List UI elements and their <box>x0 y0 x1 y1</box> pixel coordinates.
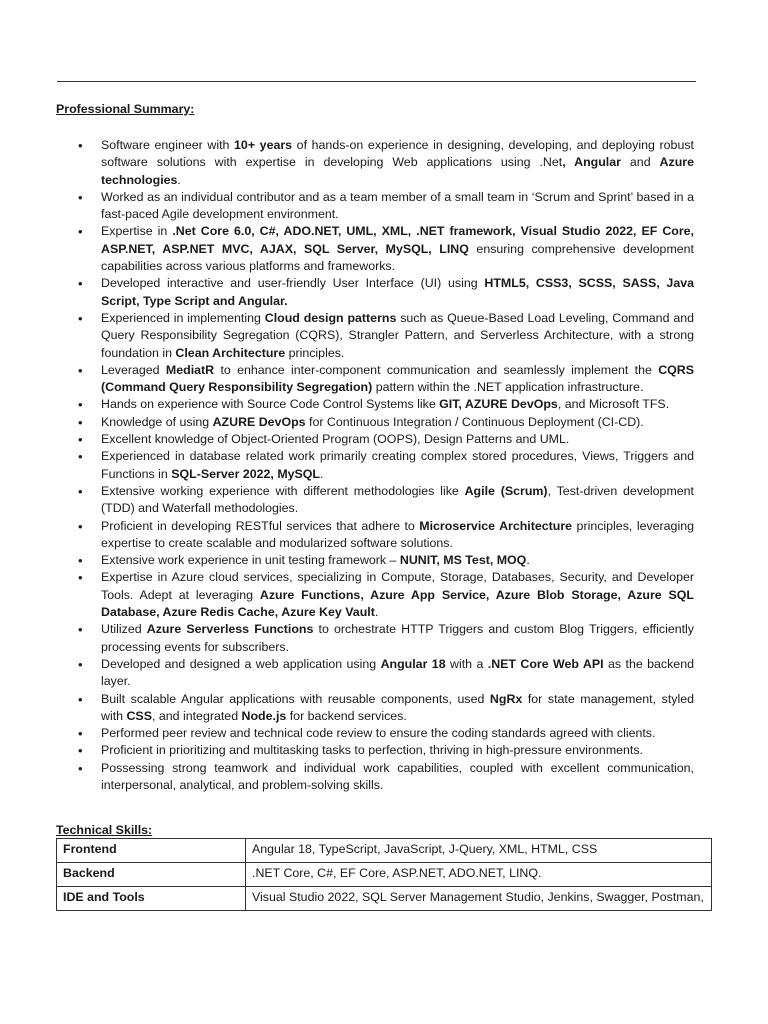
bullet-icon: • <box>78 189 83 205</box>
bullet-icon: • <box>78 362 83 378</box>
bullet-text-bold: NgRx <box>489 691 523 706</box>
summary-bullet <box>78 569 694 621</box>
bullet-text-bold: .NET Core Web API <box>487 656 604 671</box>
bullet-text-bold: CQRS (Command Query Responsibility Segregation) <box>101 362 694 395</box>
summary-bullet <box>78 621 694 656</box>
bullet-text-bold: Clean Architecture <box>175 345 286 360</box>
bullet-text: Possessing strong teamwork and individual work capabilities, coupled with excellent communication, interpersonal, analytical, and problem-solving skills. <box>101 760 694 792</box>
skills-row-ide-tools <box>57 887 712 911</box>
bullet-text: Developed interactive and user-friendly User Interface (UI) using <box>101 276 485 291</box>
summary-bullet <box>78 448 694 483</box>
summary-bullet <box>78 310 694 362</box>
bullet-icon: • <box>78 276 83 292</box>
summary-bullet <box>78 431 694 448</box>
bullet-text-bold: GIT, AZURE DevOps <box>439 397 558 412</box>
bullet-text: , Test-driven development (TDD) and Waterfall methodologies. <box>101 483 694 516</box>
bullet-text: for state management, styled with <box>101 691 694 723</box>
bullet-icon: • <box>78 449 83 465</box>
bullet-icon: • <box>78 310 83 326</box>
bullet-text: Leveraged <box>101 362 166 377</box>
bullet-text: Excellent knowledge of Object-Oriented Program (OOPS), Design Patterns and UML. <box>101 432 570 447</box>
bullet-icon: • <box>78 553 83 569</box>
professional-summary-heading: Professional Summary: <box>56 102 195 116</box>
bullet-icon: • <box>78 760 83 776</box>
bullet-text-bold: .Net Core 6.0, C#, ADO.NET, UML, XML, .NET framework, Visual Studio 2022, EF Core, ASP.NET, ASP.NET MVC, AJAX, SQL Server, MySQL, LINQ <box>101 224 694 256</box>
bullet-text: and <box>620 155 660 170</box>
summary-bullet <box>78 656 694 691</box>
bullet-icon: • <box>78 414 83 430</box>
bullet-text: Worked as an individual contributor and as a team member of a small team in ‘Scrum and Sprint’ based in a fast-paced Agile development environment. <box>101 189 694 222</box>
bullet-text: . <box>177 172 181 187</box>
bullet-text: Knowledge of using <box>101 414 213 429</box>
skills-value: Visual Studio 2022, SQL Server Management Studio, Jenkins, Swagger, Postman, <box>246 887 712 911</box>
bullet-text: Proficient in prioritizing and multitasking tasks to perfection, thriving in high-pressure environments. <box>101 743 643 758</box>
bullet-text: . <box>526 553 530 568</box>
bullet-text: Experienced in implementing <box>101 310 265 325</box>
summary-bullet <box>78 742 694 759</box>
technical-skills-heading: Technical Skills: <box>56 823 153 837</box>
bullet-text: . <box>374 605 379 620</box>
summary-bullet <box>78 760 694 795</box>
bullet-text: principles. <box>285 345 345 360</box>
technical-skills-table <box>56 838 712 911</box>
bullet-text: , and integrated <box>151 708 242 723</box>
summary-bullet <box>78 189 694 224</box>
bullet-text-bold: NUNIT, MS Test, MOQ <box>399 553 527 568</box>
bullet-text: Proficient in developing RESTful services that adhere to <box>101 518 420 533</box>
bullet-text-bold: Azure Functions, Azure App Service, Azure Blob Storage, Azure SQL Database, Azure Redis Cache, Azure Key Vault <box>101 587 694 620</box>
bullet-icon: • <box>78 138 83 153</box>
summary-bullet <box>78 223 694 275</box>
bullet-text-bold: Azure technologies <box>101 155 694 187</box>
bullet-text-bold: SQL-Server 2022, MySQL <box>171 466 321 481</box>
bullet-text: . <box>320 466 324 481</box>
bullet-text-bold: , Angular <box>562 155 621 170</box>
bullet-text-bold: HTML5, CSS3, SCSS, SASS, Java Script, Type Script and Angular. <box>101 276 694 308</box>
bullet-text: pattern within the .NET application infrastructure. <box>372 380 644 395</box>
bullet-icon: • <box>78 656 83 672</box>
skills-category: Backend <box>57 863 246 887</box>
bullet-text: to orchestrate HTTP Triggers and custom Blog Triggers, efficiently processing events for subscribers. <box>101 622 694 654</box>
skills-category: Frontend <box>57 839 246 863</box>
bullet-icon: • <box>78 726 83 742</box>
bullet-text-bold: CSS <box>126 708 152 723</box>
bullet-text-bold: Node.js <box>241 708 287 723</box>
skills-row-backend <box>57 863 712 887</box>
bullet-text: to enhance inter-component communication and seamlessly implement the <box>214 362 659 377</box>
bullet-text: Extensive work experience in unit testing framework – <box>101 553 400 568</box>
bullet-text: for Continuous Integration / Continuous Deployment (CI-CD). <box>305 414 644 429</box>
bullet-text: Expertise in <box>101 224 173 239</box>
summary-bullet <box>78 137 694 189</box>
skills-category: IDE and Tools <box>57 887 246 911</box>
bullet-text: Extensive working experience with different methodologies like <box>101 483 465 498</box>
skills-value: .NET Core, C#, EF Core, ASP.NET, ADO.NET, LINQ. <box>246 863 712 887</box>
bullet-text: for backend services. <box>286 708 407 723</box>
bullet-icon: • <box>78 397 83 413</box>
bullet-text: as the backend layer. <box>101 656 694 689</box>
bullet-text: Software engineer with <box>101 138 235 152</box>
bullet-icon: • <box>78 224 83 240</box>
bullet-text-bold: 10+ years <box>234 138 293 152</box>
bullet-text-bold: MediatR <box>165 362 215 377</box>
bullet-text: Experienced in database related work primarily creating complex stored procedures, Views, Triggers and Functions in <box>101 449 694 481</box>
summary-bullet <box>78 275 694 310</box>
summary-bullet <box>78 396 694 413</box>
bullet-icon: • <box>78 483 83 499</box>
bullet-text: with a <box>445 656 488 671</box>
bullet-text: such as Queue-Based Load Leveling, Command and Query Responsibility Segregation (CQRS), Strangler Pattern, and Serverless Architecture, with a strong foundation in <box>101 310 694 360</box>
bullet-text: Built scalable Angular applications with reusable components, used <box>101 691 490 706</box>
summary-bullet <box>78 362 694 397</box>
bullet-icon: • <box>78 570 83 586</box>
bullet-icon: • <box>78 518 83 534</box>
bullet-text: principles, leveraging expertise to create scalable and modularized software solutions. <box>101 518 694 550</box>
bullet-text: of hands-on experience in designing, developing, and deploying robust software solutions with expertise in developing Web applications using .Net <box>101 138 694 170</box>
bullet-icon: • <box>78 622 83 638</box>
bullet-icon: • <box>78 432 83 448</box>
bullet-text-bold: Azure Serverless Functions <box>146 622 314 637</box>
bullet-text: Developed and designed a web application using <box>101 656 381 671</box>
bullet-icon: • <box>78 691 83 707</box>
bullet-text-bold: Microservice Architecture <box>419 518 573 533</box>
skills-value: Angular 18, TypeScript, JavaScript, J-Query, XML, HTML, CSS <box>246 839 712 863</box>
summary-bullet <box>78 483 694 518</box>
summary-bullet <box>78 552 694 569</box>
summary-bullet <box>78 691 694 726</box>
summary-bullet <box>78 725 694 742</box>
bullet-text: Expertise in Azure cloud services, specializing in Compute, Storage, Databases, Security, and Developer Tools. Adept at leveraging <box>101 570 694 602</box>
bullet-text: ensuring comprehensive development capabilities across various platforms and frameworks. <box>101 241 694 274</box>
summary-bullet <box>78 518 694 553</box>
summary-bullet <box>78 414 694 431</box>
bullet-text-bold: AZURE DevOps <box>212 414 306 429</box>
bullet-text-bold: Angular 18 <box>380 656 446 671</box>
bullet-text: , and Microsoft TFS. <box>557 397 670 412</box>
bullet-text: Hands on experience with Source Code Control Systems like <box>101 397 440 412</box>
bullet-text-bold: Cloud design patterns <box>264 310 397 325</box>
professional-summary-list <box>78 137 694 794</box>
skills-row-frontend <box>57 839 712 863</box>
bullet-text: Performed peer review and technical code review to ensure the coding standards agreed with clients. <box>101 726 656 741</box>
bullet-text: Utilized <box>101 622 147 637</box>
header-rule <box>57 81 696 82</box>
bullet-text-bold: Agile (Scrum) <box>464 483 548 498</box>
bullet-icon: • <box>78 743 83 759</box>
